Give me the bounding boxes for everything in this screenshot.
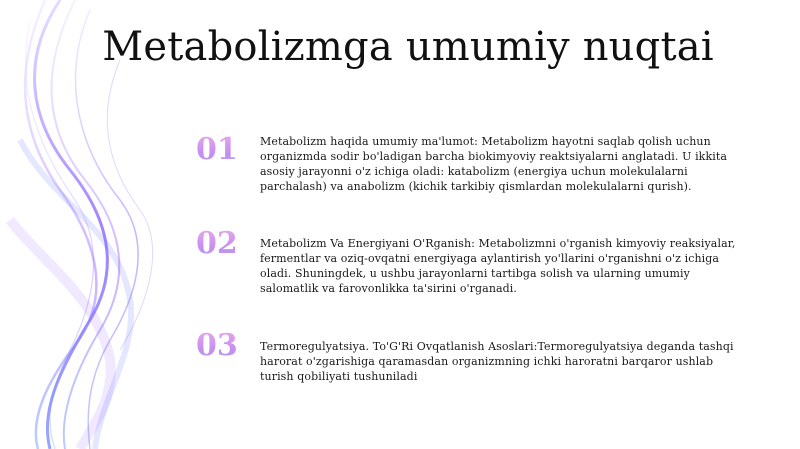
slide-title: Metabolizmga umumiy nuqtai: [102, 24, 714, 70]
item-number: 02: [196, 228, 246, 260]
item-number: 03: [196, 330, 246, 362]
item-text: Termoregulyatsiya. To'G'Ri Ovqatlanish Asoslari:Termoregulyatsiya deganda tashqi harorat o'zgarishiga qaramasdan organizmning ichki haroratni barqaror ushlab turish qobiliyati tushuniladi: [260, 340, 734, 383]
item-text: Metabolizm haqida umumiy ma'lumot: Metabolizm hayotni saqlab qolish uchun organizmda sodir bo'ladigan barcha biokimyoviy reaktsiyalarni anglatadi. U ikkita asosiy jarayonni o'z ichiga oladi: katabolizm (energiya uchun molekulalarni parchalash) va anabolizm (kichik tarkibiy qismlardan molekulalarni qurish).: [260, 135, 728, 193]
item-text: Metabolizm Va Energiyani O'Rganish: Metabolizmni o'rganish kimyoviy reaksiyalar, fermentlar va oziq-ovqatni energiyaga aylantirish yo'llarini o'rganishni o'z ichiga oladi. Shuningdek, u ushbu jarayonlarni tartibga solish va ularning umumiy salomatlik va farovonlikka ta'sirini o'rganadi.: [260, 237, 736, 295]
item-number: 01: [196, 134, 246, 166]
